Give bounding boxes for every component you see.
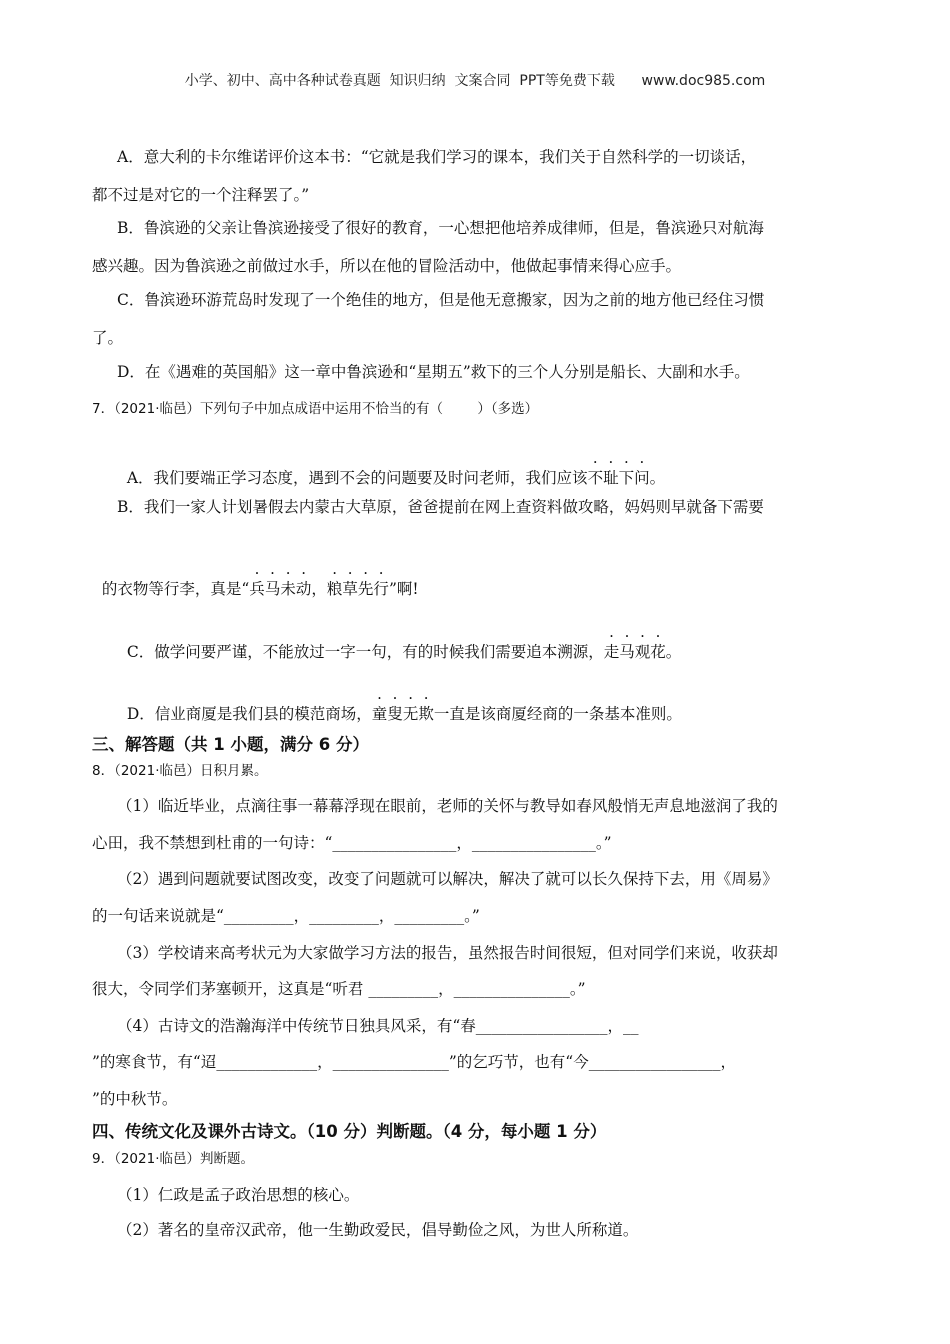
q7-option-b-line2 [92, 559, 419, 599]
q7-option-b-line1: B．我们一家人计划暑假去内蒙古大草原，爸爸提前在网上查资料做攻略，妈妈则早就备下需要 [117, 498, 764, 516]
q8-part3-line1: （3）学校请来高考状元为大家做学习方法的报告，虽然报告时间很短，但对同学们来说，收获却 [117, 944, 778, 962]
q7-c-prefix: C．做学问要严谨，不能放过一字一句，有的时候我们需要追本溯源， [126, 643, 604, 661]
emphasis-char: 兵 [249, 580, 265, 598]
q7-option-c [117, 622, 681, 662]
emphasis-char: 未 [280, 580, 296, 598]
q7-d-suffix: 一直是该商厦经商的一条基本准则。 [433, 705, 682, 723]
emphasis-char: 粮 [326, 580, 343, 598]
section-3-title: 三、解答题（共 1 小题，满分 6 分） [92, 735, 369, 754]
q7-d-prefix: D．信业商厦是我们县的模范商场， [126, 705, 372, 723]
emphasis-char: 下 [618, 469, 635, 487]
emphasis-char: 马 [264, 580, 281, 598]
q8-part4-line3: ”的中秋节。 [92, 1090, 178, 1108]
q8-part1-line1: （1）临近毕业，点滴往事一幕幕浮现在眼前，老师的关怀与教导如春风般悄无声息地滋润了我的 [117, 797, 778, 815]
q7-b-prefix: 的衣物等行李，真是“ [101, 580, 250, 598]
q6-option-c-line1: C．鲁滨逊环游荒岛时发现了一个绝佳的地方，但是他无意搬家，因为之前的地方他已经住习惯 [117, 291, 765, 309]
q7-option-a [117, 448, 665, 488]
q7-a-prefix: A．我们要端正学习态度，遇到不会的问题要及时问老师，我们应该 [126, 469, 588, 487]
emphasis-char: 行 [373, 580, 389, 598]
q8-part4-line2: ”的寒食节，有“迢_____________，_______________”的乞巧节，也有“今_________________， [92, 1053, 736, 1071]
q8-part3-line2: 很大，令同学们茅塞顿开，这真是“听君 _________，_______________。” [92, 980, 586, 998]
emphasis-char: 花 [650, 643, 666, 661]
emphasis-char: 草 [342, 580, 358, 598]
q9-part2: （2）著名的皇帝汉武帝，他一生勤政爱民，倡导勤俭之风，为世人所称道。 [117, 1221, 639, 1239]
emphasis-char: 叟 [387, 705, 403, 723]
emphasis-char: 不 [587, 469, 604, 487]
q9-part1: （1）仁政是孟子政治思想的核心。 [117, 1186, 360, 1204]
q6-option-b-line2: 感兴趣。因为鲁滨逊之前做过水手，所以在他的冒险活动中，他做起事情来得心应手。 [92, 257, 682, 275]
q7-stem: 7．（2021·临邑）下列句子中加点成语中运用不恰当的有（ ）（多选） [92, 401, 539, 417]
emphasis-char: 马 [619, 643, 635, 661]
q8-part4-line1: （4）古诗文的浩瀚海洋中传统节日独具风采，有“春_________________，__ [117, 1017, 639, 1035]
emphasis-char: 耻 [603, 469, 619, 487]
q7-option-d [117, 684, 682, 724]
q6-option-d: D．在《遇难的英国船》这一章中鲁滨逊和“星期五”救下的三个人分别是船长、大副和水手。 [117, 363, 750, 381]
q7-b-idiom-2 [327, 580, 389, 598]
emphasis-char: 童 [371, 705, 388, 723]
page-header: 小学、初中、高中各种试卷真题 知识归纳 文案合同 PPT等免费下载 www.doc985.com [184, 73, 766, 89]
emphasis-char: 走 [603, 643, 620, 661]
q7-b-suffix: ”啊! [388, 580, 419, 598]
q7-b-separator: ， [311, 580, 327, 598]
q7-c-suffix: 。 [665, 643, 682, 661]
emphasis-char: 动 [295, 580, 312, 598]
emphasis-char: 先 [357, 580, 374, 598]
q6-option-a-line2: 都不过是对它的一个注释罢了。” [92, 186, 310, 204]
q7-c-idiom [604, 643, 666, 661]
q7-a-idiom [588, 469, 650, 487]
q8-part1-line2: 心田，我不禁想到杜甫的一句诗：“________________，________________。” [92, 834, 612, 852]
q7-b-idiom-1 [249, 580, 311, 598]
q6-option-c-line2: 了。 [92, 329, 124, 347]
q8-part2-line2: 的一句话来说就是“_________，_________，_________。” [92, 907, 480, 925]
emphasis-char: 问 [634, 469, 650, 487]
emphasis-char: 无 [402, 705, 419, 723]
q8-stem: 8．（2021·临邑）日积月累。 [92, 763, 268, 779]
q7-a-suffix: 。 [649, 469, 666, 487]
emphasis-char: 欺 [418, 705, 434, 723]
section-4-title: 四、传统文化及课外古诗文。（10 分）判断题。（4 分，每小题 1 分） [92, 1122, 607, 1141]
q6-option-b-line1: B．鲁滨逊的父亲让鲁滨逊接受了很好的教育，一心想把他培养成律师，但是，鲁滨逊只对航海 [117, 219, 764, 237]
emphasis-char: 观 [634, 643, 651, 661]
q8-part2-line1: （2）遇到问题就要试图改变，改变了问题就可以解决，解决了就可以长久保持下去，用《周易》 [117, 870, 778, 888]
q9-stem: 9．（2021·临邑）判断题。 [92, 1151, 254, 1167]
q6-option-a-line1: A．意大利的卡尔维诺评价这本书：“它就是我们学习的课本，我们关于自然科学的一切谈话， [117, 148, 757, 166]
q7-d-idiom [372, 705, 434, 723]
